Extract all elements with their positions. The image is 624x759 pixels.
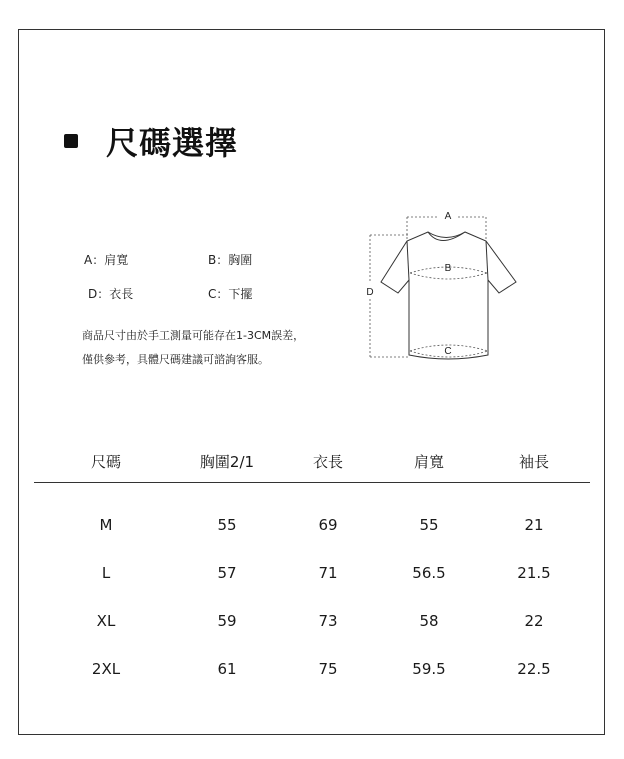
table-row — [34, 645, 590, 693]
table-row — [34, 597, 590, 645]
diagram-label-c: C — [444, 346, 452, 357]
cell-sleeve: 22.5 — [517, 660, 551, 678]
cell-shoulder: 59.5 — [412, 660, 446, 678]
legend-d: D：衣長 — [88, 287, 134, 301]
cell-length: 73 — [318, 612, 338, 630]
header-shoulder: 肩寬 — [413, 452, 444, 471]
table-row — [34, 501, 590, 549]
cell-size: XL — [96, 612, 116, 630]
cell-sleeve: 21.5 — [517, 564, 551, 582]
square-bullet-icon — [64, 134, 78, 148]
cell-size: L — [101, 564, 111, 582]
cell-shoulder: 55 — [419, 516, 439, 534]
tshirt-diagram — [362, 205, 532, 375]
header-sleeve: 袖長 — [518, 452, 549, 471]
cell-size: M — [99, 516, 113, 534]
diagram-label-d: D — [366, 287, 374, 298]
note-line-1: 商品尺寸由於手工測量可能存在1-3CM誤差， — [82, 329, 305, 342]
title-row — [64, 118, 238, 164]
tshirt-right-sleeve — [486, 241, 488, 280]
table-row — [34, 549, 590, 597]
cell-length: 75 — [318, 660, 338, 678]
cell-chest: 59 — [217, 612, 237, 630]
cell-shoulder: 56.5 — [412, 564, 446, 582]
cell-length: 71 — [318, 564, 338, 582]
tshirt-collar — [428, 232, 465, 238]
tshirt-left-sleeve — [407, 241, 409, 280]
cell-sleeve: 21 — [524, 516, 544, 534]
tshirt-outline — [381, 232, 516, 359]
size-table — [34, 440, 590, 693]
cell-chest: 57 — [217, 564, 237, 582]
header-size: 尺碼 — [90, 452, 121, 471]
cell-length: 69 — [318, 516, 338, 534]
header-length: 衣長 — [312, 452, 343, 471]
page-title: 尺碼選擇 — [106, 124, 239, 162]
cell-shoulder: 58 — [419, 612, 439, 630]
table-header — [34, 440, 590, 483]
cell-chest: 55 — [217, 516, 237, 534]
diagram-label-a: A — [444, 211, 452, 222]
legend-c: C：下擺 — [208, 287, 253, 301]
cell-size: 2XL — [91, 660, 121, 678]
cell-chest: 61 — [217, 660, 237, 678]
legend-b: B：胸圍 — [208, 253, 253, 267]
cell-sleeve: 22 — [524, 612, 544, 630]
legend-a: A：肩寬 — [84, 253, 129, 267]
note-line-2: 僅供參考，具體尺碼建議可諮詢客服。 — [82, 353, 269, 366]
header-chest: 胸圍2/1 — [199, 452, 255, 471]
diagram-label-b: B — [444, 263, 452, 274]
